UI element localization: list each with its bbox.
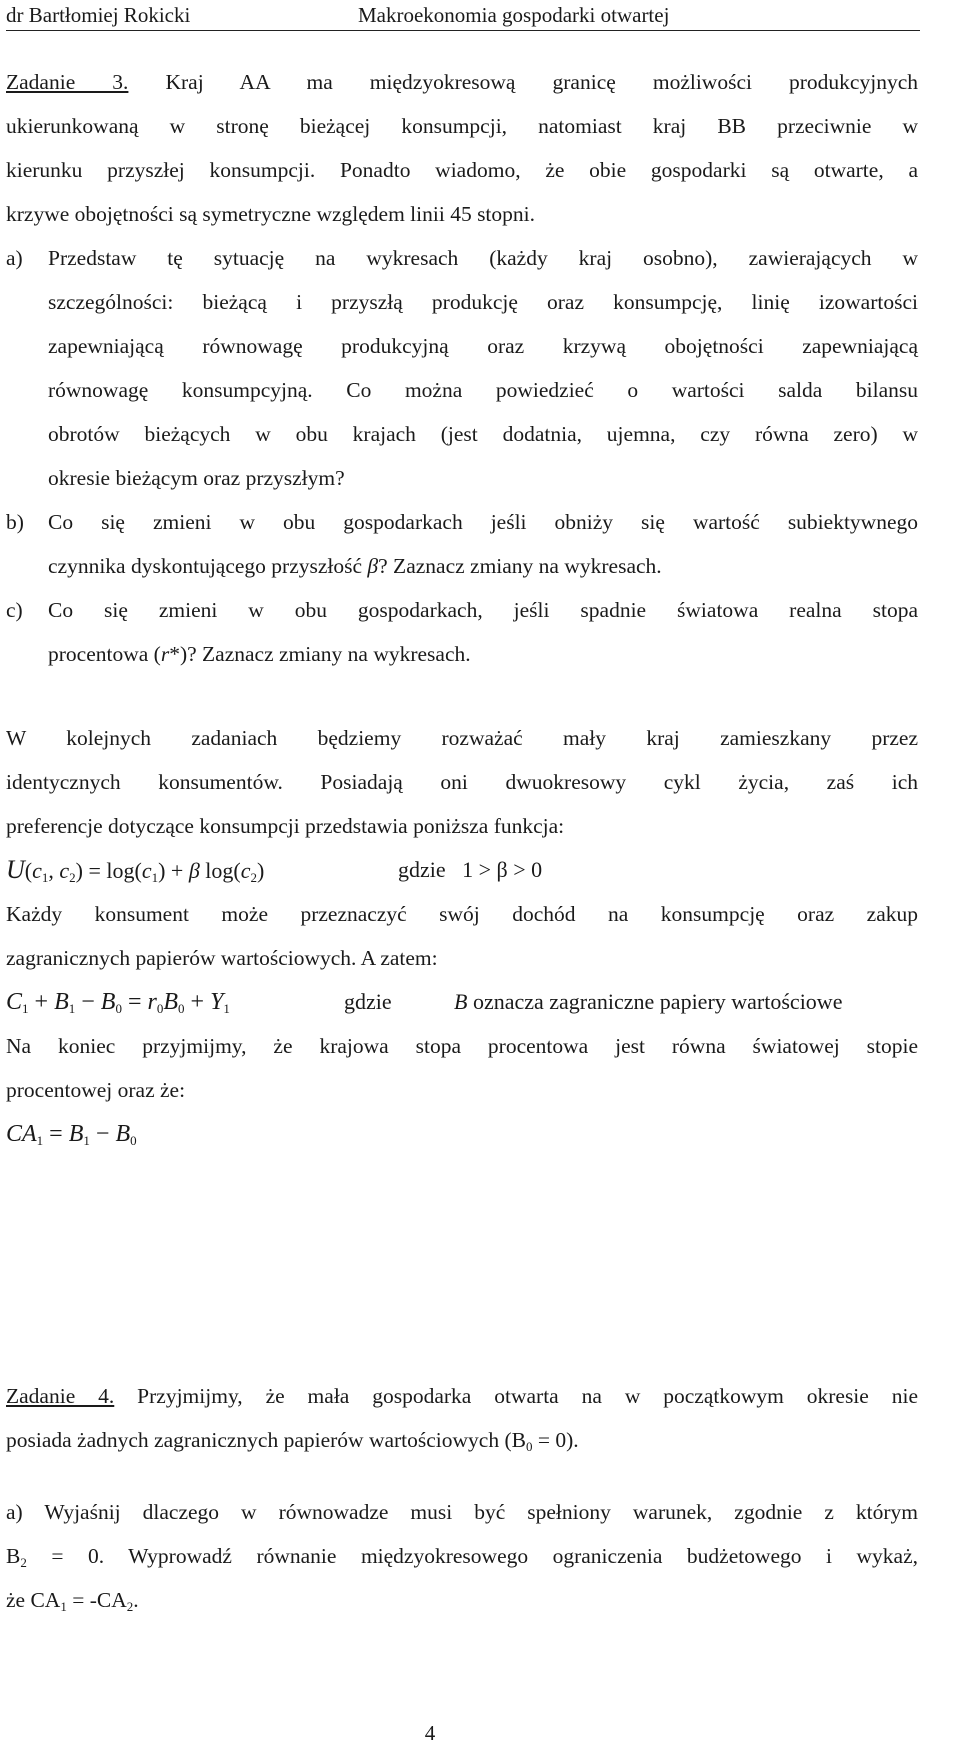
- rate-line-1: Na koniec przyjmijmy, że krajowa stopa procentowa jest równa światowej stopie: [6, 1034, 918, 1058]
- utility-function: [6, 850, 264, 891]
- task4-a-sub1: 1: [60, 1599, 67, 1614]
- task4-a-B-sub: 2: [20, 1555, 27, 1570]
- utility-comma: ,: [48, 858, 60, 883]
- task4-line-1-text: Przyjmijmy, że mała gospodarka otwarta na w początkowym okresie nie: [137, 1384, 918, 1408]
- task4-line-2-sub: 0: [525, 1439, 533, 1454]
- task3-b-line-2-text: czynnika dyskontującego przyszłość: [48, 554, 368, 578]
- beta-symbol: β: [367, 554, 379, 578]
- utility-condition-text: gdzie 1 > β > 0: [398, 857, 543, 882]
- budget-C-sub: 1: [22, 1001, 29, 1016]
- task4-line-1: [6, 1376, 918, 1416]
- task3-intro-line-2: ukierunkowaną w stronę bieżącej konsumpcji, natomiast kraj BB przeciwnie w: [6, 114, 918, 138]
- model-intro-line-1: W kolejnych zadaniach będziemy rozważać mały kraj zamieszkany przez: [6, 726, 918, 750]
- budget-B1: B: [54, 989, 69, 1015]
- model-intro-line-2: identycznych konsumentów. Posiadają oni dwuokresowy cykl życia, zaś ich: [6, 770, 918, 794]
- ca-CA: CA: [6, 1121, 37, 1147]
- task4-a-end: .: [133, 1588, 139, 1612]
- task3-intro-line-3: kierunku przyszłej konsumpcji. Ponadto wiadomo, że obie gospodarki są otwarte, a: [6, 158, 918, 182]
- r-symbol: r: [160, 642, 170, 666]
- utility-sub1b: 1: [151, 870, 159, 885]
- utility-plus: ) +: [158, 858, 189, 883]
- budget-r-sub: 0: [156, 1001, 164, 1016]
- task3-a-line-6: okresie bieżącym oraz przyszłym?: [48, 466, 345, 490]
- budget-B1-sub: 1: [68, 1001, 76, 1016]
- model-intro-line-3: preferencje dotyczące konsumpcji przedstawia poniższa funkcja:: [6, 814, 565, 838]
- task3-a-line-4: równowagę konsumpcyjną. Co można powiedzieć o wartości salda bilansu: [48, 378, 918, 402]
- task4-a-mid: = -CA: [66, 1588, 127, 1612]
- ca-eq: =: [43, 1121, 69, 1147]
- budget-constraint: [6, 982, 230, 1022]
- task4-a-sub2: 2: [126, 1599, 134, 1614]
- header-author: dr Bartłomiej Rokicki: [6, 3, 191, 27]
- utility-U: U: [6, 855, 25, 884]
- ca-B0: B: [115, 1121, 131, 1147]
- budget-eq: =: [121, 989, 148, 1015]
- task4-line-2: [6, 1420, 918, 1460]
- task3-c-line-2: [48, 634, 918, 674]
- ca-CA-sub: 1: [36, 1133, 44, 1148]
- budget-gdzie: gdzie: [344, 989, 392, 1014]
- ca-B0-sub: 0: [130, 1133, 137, 1148]
- task3-intro-line-4: krzywe obojętności są symetryczne względem linii 45 stopni.: [6, 202, 536, 226]
- budget-Y: Y: [210, 989, 224, 1015]
- task4-a-line-3: [6, 1580, 918, 1620]
- budget-plus2: +: [184, 989, 211, 1015]
- utility-sub2: 2: [69, 870, 76, 885]
- utility-log1: ) = log(: [75, 858, 142, 883]
- task3-b-label: b): [6, 510, 24, 534]
- task4-a-line-1: a) Wyjaśnij dlaczego w równowadze musi być spełniony warunek, zgodnie z którym: [6, 1500, 918, 1524]
- task4-title: Zadanie 4.: [6, 1384, 115, 1408]
- task3-a-line-2: szczególności: bieżącą i przyszłą produkcję oraz konsumpcję, linię izowartości: [48, 290, 918, 314]
- utility-beta: β: [188, 858, 200, 883]
- utility-c2b: c: [240, 858, 251, 883]
- budget-intro-line-2: zagranicznych papierów wartościowych. A zatem:: [6, 946, 438, 970]
- budget-plus1: +: [28, 989, 55, 1015]
- utility-sub2b: 2: [250, 870, 257, 885]
- budget-r: r: [147, 989, 157, 1015]
- task3-a-line-5: obrotów bieżących w obu krajach (jest dodatnia, ujemna, czy równa zero) w: [48, 422, 918, 446]
- task4-a-line-3-text: że CA: [6, 1588, 61, 1612]
- task3-intro-text-1: Kraj AA ma międzyokresową granicę możliwości produkcyjnych: [165, 70, 918, 94]
- utility-sub1: 1: [41, 870, 49, 885]
- task3-c-label: c): [6, 598, 23, 622]
- budget-B0-sub: 0: [115, 1001, 122, 1016]
- task3-b-line-1: Co się zmieni w obu gospodarkach jeśli obniży się wartość subiektywnego: [48, 510, 918, 534]
- task4-a-line-2: [6, 1536, 918, 1576]
- utility-c1b: c: [141, 858, 152, 883]
- header-course: Makroekonomia gospodarki otwartej: [358, 3, 670, 27]
- task3-title: Zadanie 3.: [6, 70, 129, 94]
- budget-B-description: [454, 982, 842, 1022]
- ca-B1-sub: 1: [83, 1133, 90, 1148]
- task3-c-line-2-end: *)? Zaznacz zmiany na wykresach.: [169, 642, 471, 666]
- page-header: [6, 2, 920, 31]
- budget-B0: B: [100, 989, 116, 1015]
- utility-open: (: [24, 858, 33, 883]
- utility-c2: c: [59, 858, 70, 883]
- budget-B0b: B: [163, 989, 179, 1015]
- task3-intro-line-1: [6, 62, 918, 102]
- budget-C: C: [6, 989, 23, 1015]
- budget-intro-line-1: Każdy konsument może przeznaczyć swój dochód na konsumpcję oraz zakup: [6, 902, 918, 926]
- task4-line-2-end: = 0).: [532, 1428, 579, 1452]
- task3-b-line-2-end: ? Zaznacz zmiany na wykresach.: [378, 554, 662, 578]
- utility-close: ): [257, 858, 265, 883]
- ca-minus: −: [89, 1121, 116, 1147]
- rate-line-2: procentowej oraz że:: [6, 1078, 186, 1102]
- budget-Y-sub: 1: [223, 1001, 230, 1016]
- task3-a-label: a): [6, 246, 23, 270]
- task4-a-B: B: [6, 1544, 21, 1568]
- budget-minus: −: [75, 989, 101, 1015]
- task3-a-line-3: zapewniającą równowagę produkcyjną oraz krzywą obojętności zapewniającą: [48, 334, 918, 358]
- task3-c-line-1: Co się zmieni w obu gospodarkach, jeśli spadnie światowa realna stopa: [48, 598, 918, 622]
- ca-B1: B: [68, 1121, 84, 1147]
- utility-log2: log(: [199, 858, 241, 883]
- budget-B0b-sub: 0: [178, 1001, 185, 1016]
- budget-desc-text: oznacza zagraniczne papiery wartościowe: [467, 989, 843, 1014]
- task3-a-line-1: Przedstaw tę sytuację na wykresach (każdy kraj osobno), zawierających w: [48, 246, 918, 270]
- task4-line-2-text: posiada żadnych zagranicznych papierów wartościowych (B: [6, 1428, 526, 1452]
- task4-a-line-2-text: = 0. Wyprowadź równanie międzyokresowego ograniczenia budżetowego i wykaż,: [26, 1544, 918, 1568]
- budget-desc-B: B: [454, 989, 468, 1014]
- current-account-formula: [6, 1114, 137, 1154]
- utility-c1: c: [32, 858, 42, 883]
- utility-condition: [398, 850, 542, 890]
- task3-b-line-2: [48, 546, 918, 586]
- task3-c-line-2-text: procentowa (: [48, 642, 161, 666]
- page-number: 4: [424, 1721, 436, 1745]
